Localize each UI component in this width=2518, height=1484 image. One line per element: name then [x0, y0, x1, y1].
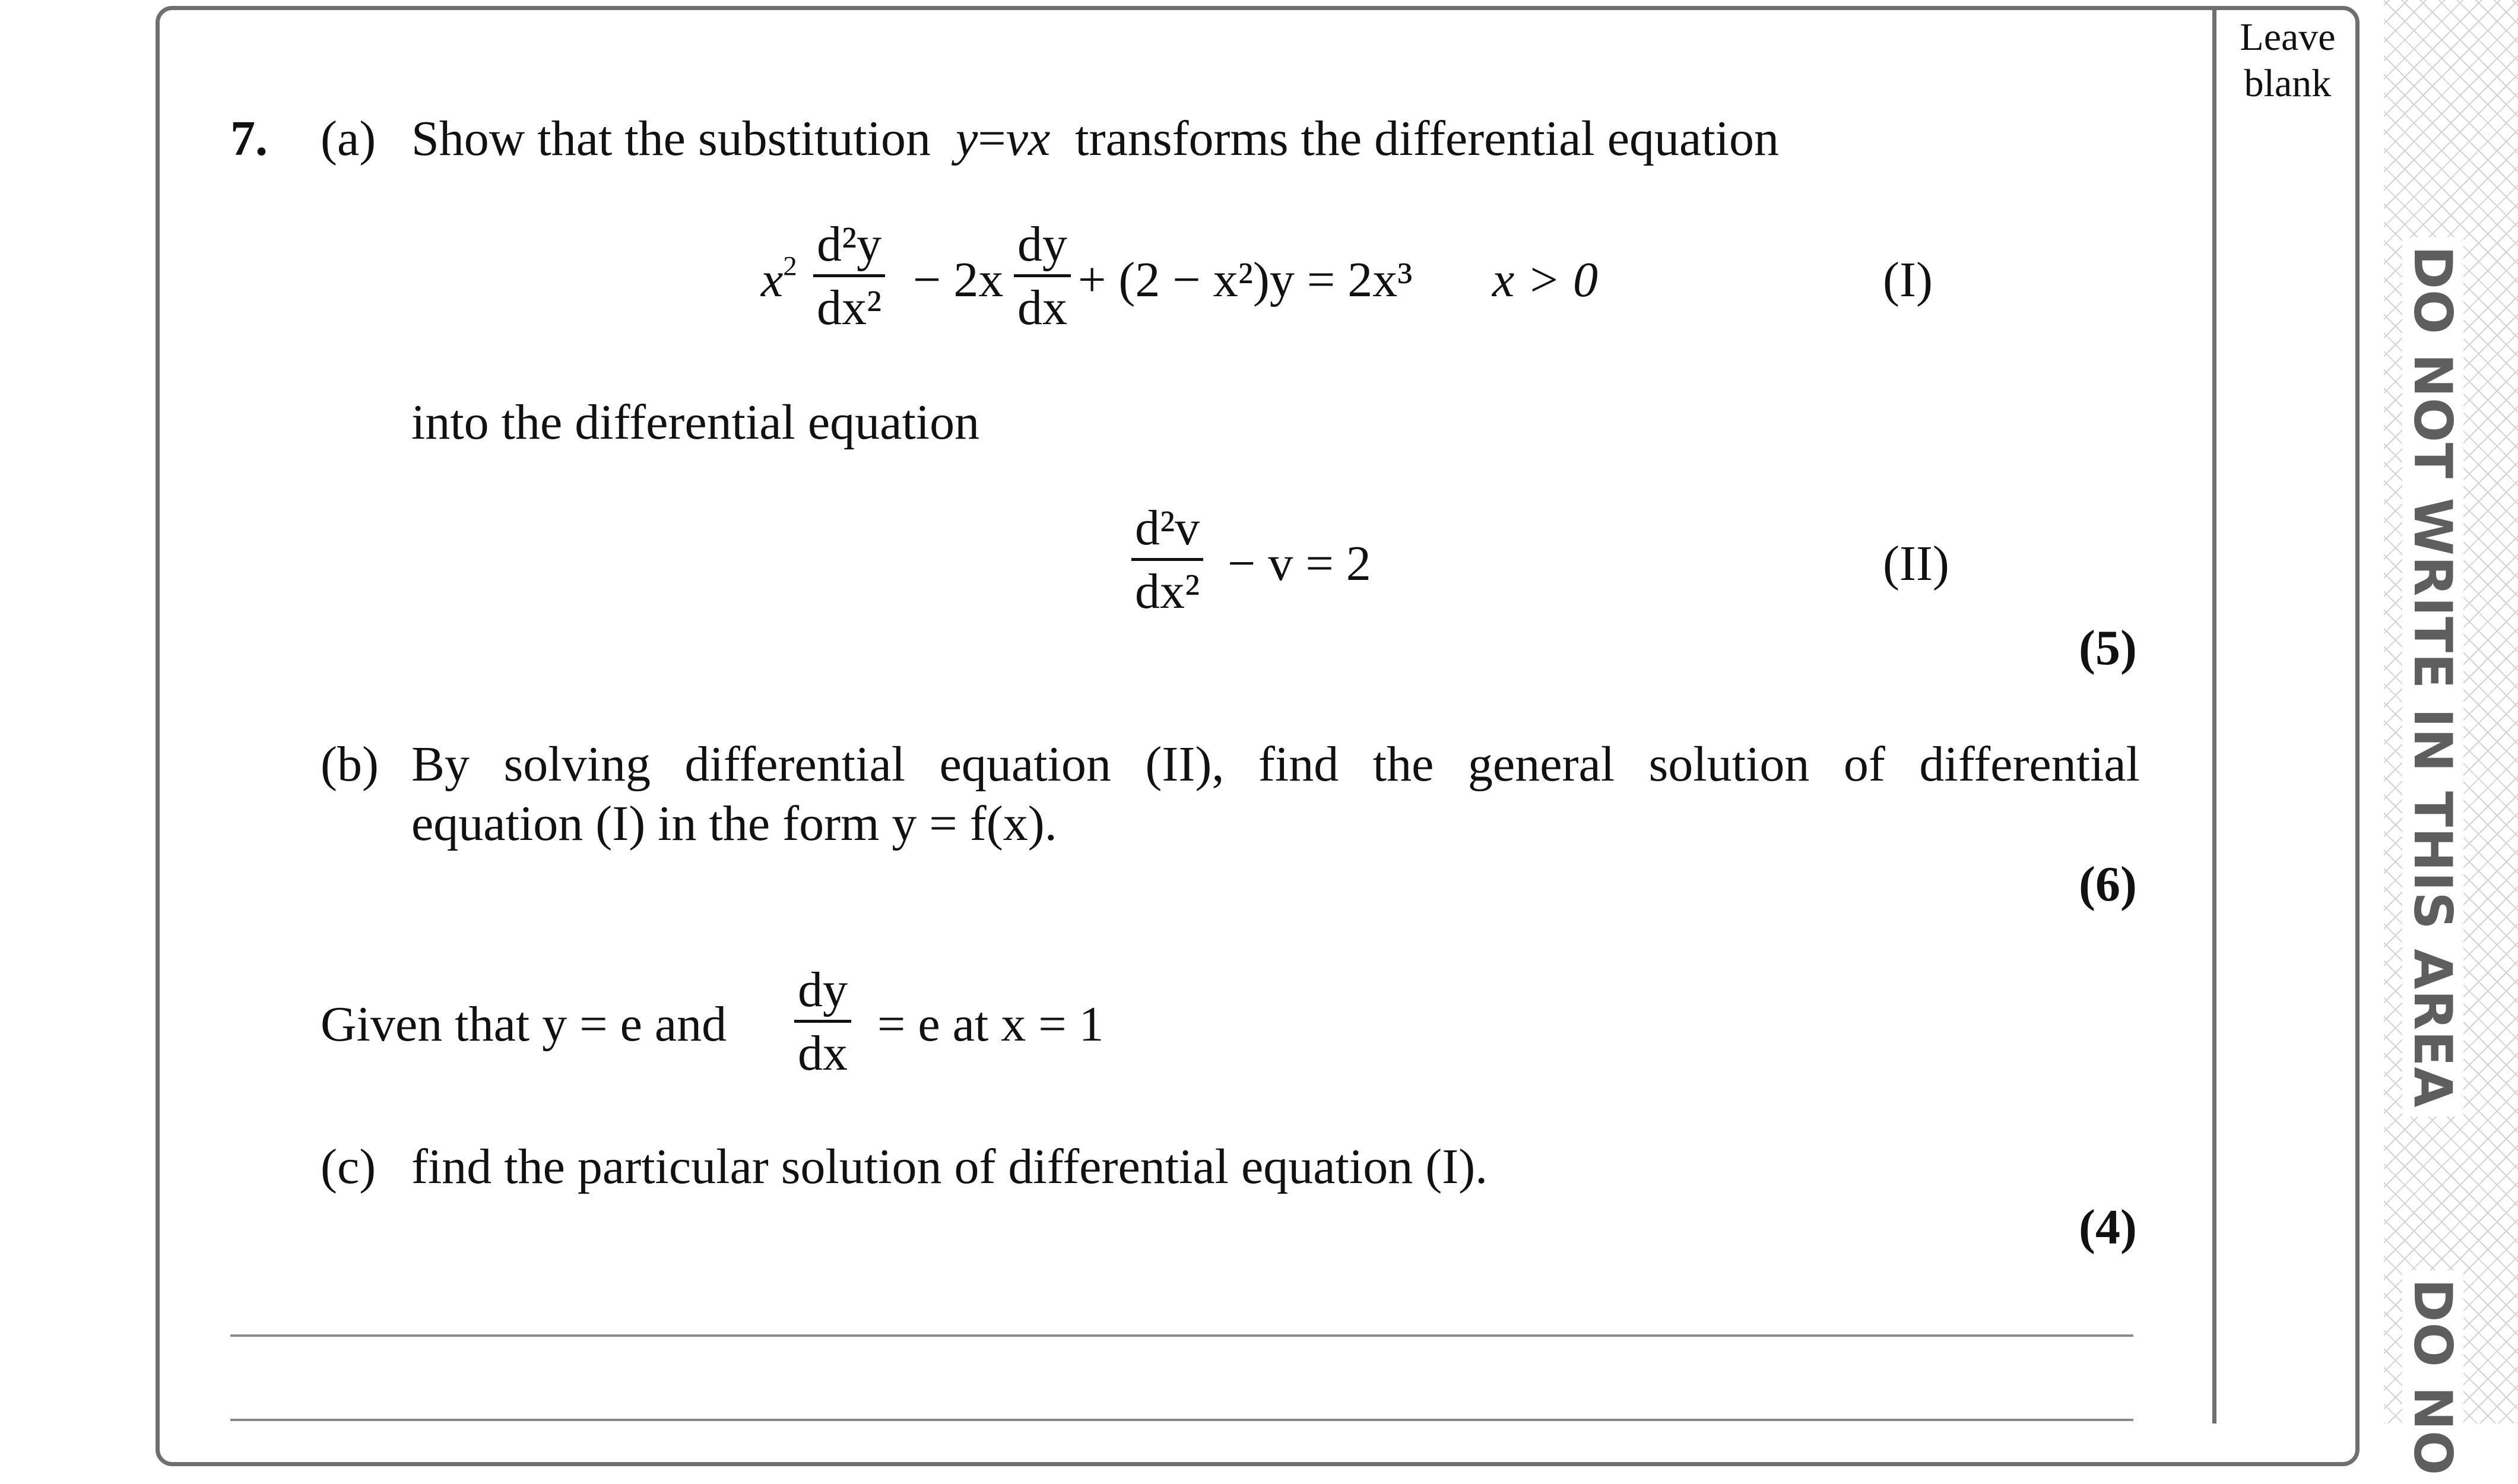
part-a-marks: (5)	[2079, 620, 2137, 676]
leave-blank-label	[2216, 14, 2359, 107]
leave-line-2: blank	[2244, 62, 2332, 105]
given-derivative: dy dx	[794, 965, 851, 1079]
eq1-condition: x > 0	[1492, 252, 1598, 307]
leave-line-1: Leave	[2240, 15, 2336, 59]
eq1-lead-x: $x^2$	[761, 250, 797, 307]
given-rest: = e at x = 1	[877, 997, 1104, 1052]
eq2-tag: (II)	[1883, 536, 1949, 591]
part-b-line-1: By solving differential equation (II), find the general solution of differential	[411, 737, 2140, 792]
eq1-tag: (I)	[1883, 252, 1933, 307]
part-a-label: (a)	[321, 111, 376, 166]
do-not-write-warning: DO NOT WRITE IN THIS AREA	[2402, 237, 2463, 1117]
part-a-into-text: into the differential equation	[411, 395, 980, 450]
part-c-label: (c)	[321, 1139, 376, 1194]
part-c-marks: (4)	[2079, 1200, 2137, 1255]
do-not-write-warning-partial: DO NO	[2402, 1270, 2463, 1484]
part-a-intro-2: transforms the differential equation	[1075, 111, 1780, 166]
part-b-line-2: equation (I) in the form y = f(x).	[411, 796, 1057, 851]
answer-line[interactable]	[230, 1334, 2133, 1337]
sub-vx: vx	[1006, 111, 1051, 166]
part-b-label: (b)	[321, 737, 379, 792]
question-frame	[156, 6, 2360, 1466]
sub-eq: =	[978, 111, 1006, 166]
leave-blank-divider	[2212, 6, 2216, 1423]
sub-y: y	[956, 111, 978, 166]
eq2-second-derivative: d²v dx²	[1131, 503, 1203, 617]
eq1-first-derivative: dy dx	[1014, 220, 1071, 333]
part-b-marks: (6)	[2079, 857, 2137, 912]
eq2-rest: − v = 2	[1228, 536, 1371, 591]
part-a-intro: Show that the substitution	[411, 111, 931, 166]
question-number: 7.	[230, 111, 268, 166]
part-a-text	[411, 111, 1780, 166]
eq1-rest: + (2 − x²)y = 2x³	[1078, 252, 1413, 307]
eq1-second-derivative: d²y dx²	[813, 220, 885, 333]
part-c-text: find the particular solution of differential equation (I).	[411, 1139, 1488, 1194]
answer-line[interactable]	[230, 1419, 2133, 1421]
eq1-minus-term: − 2x	[913, 252, 1004, 307]
given-text: Given that y = e and	[321, 997, 727, 1052]
